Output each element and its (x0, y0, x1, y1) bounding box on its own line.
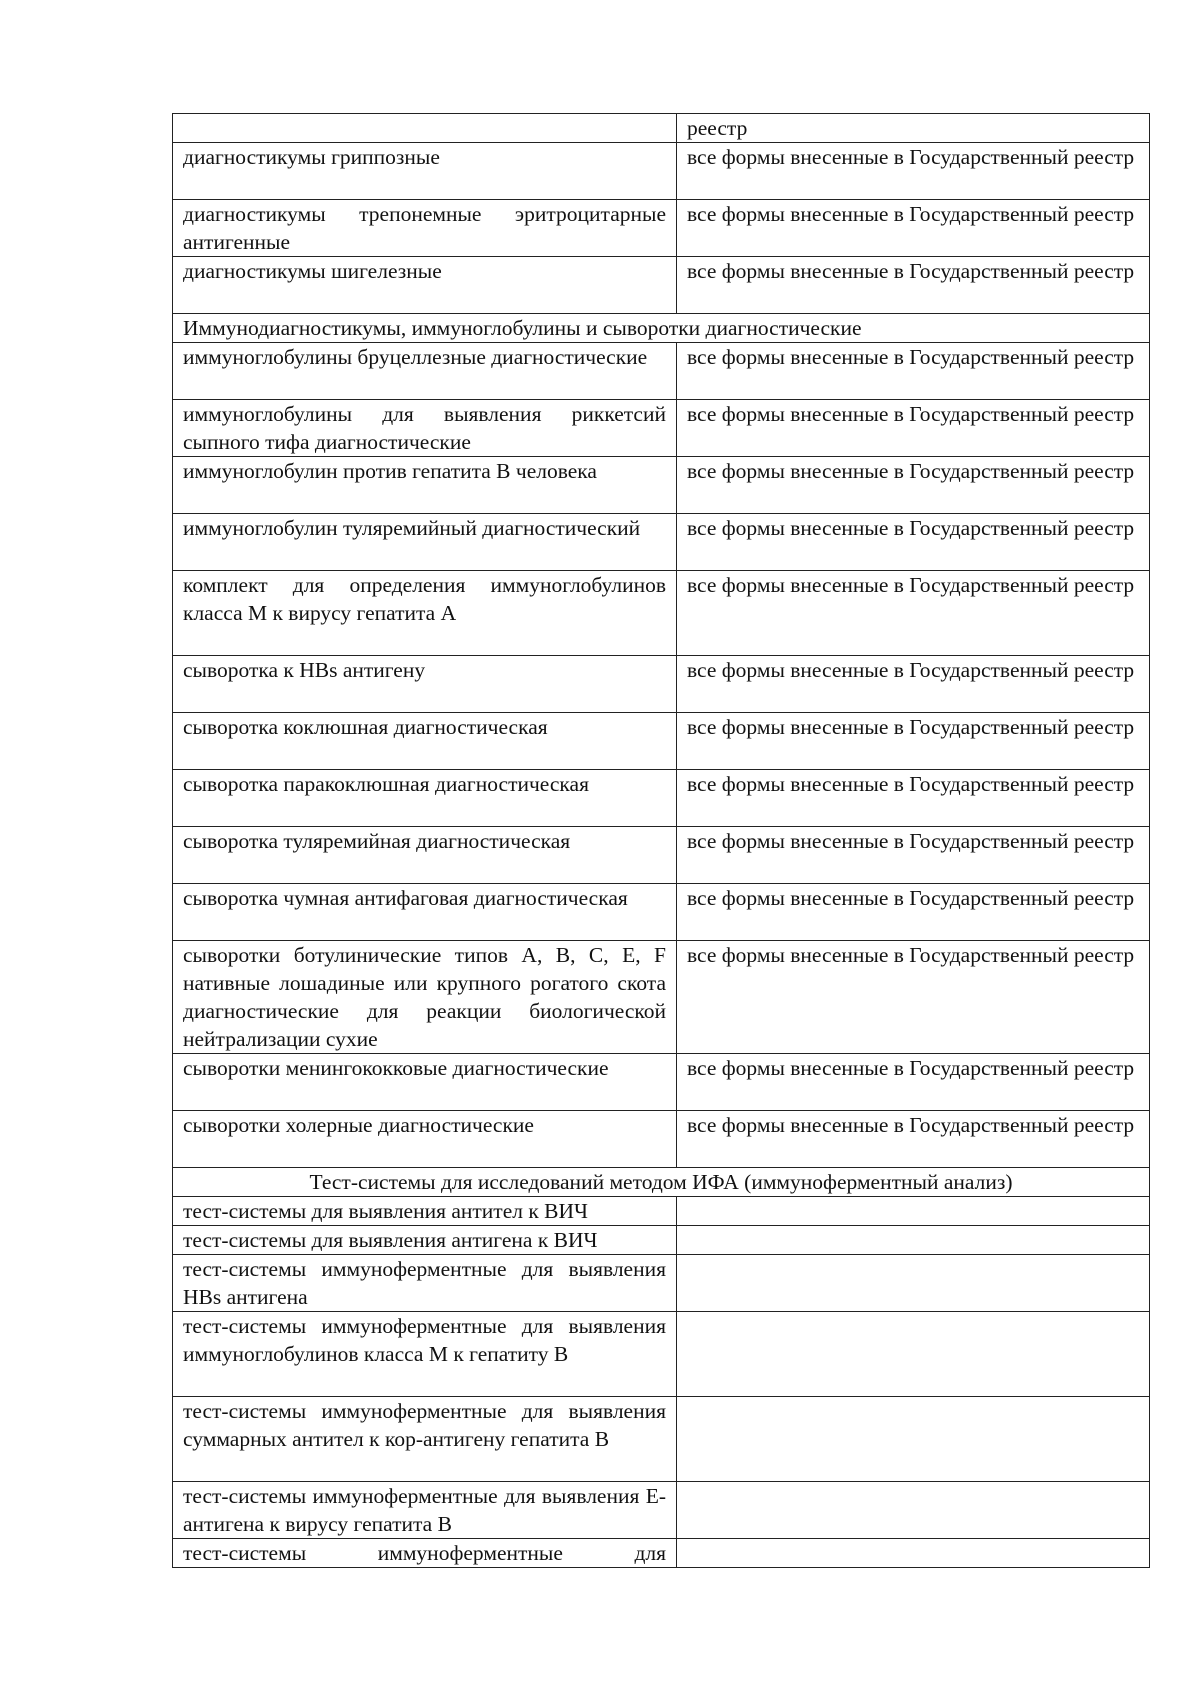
product-name-cell: диагностикумы гриппозные (173, 143, 677, 200)
dosage-forms-cell (677, 1197, 1150, 1226)
product-name-cell: тест-системы иммуноферментные для выявления суммарных антител к кор-антигену гепатита В (173, 1397, 677, 1482)
dosage-forms-cell: все формы внесенные в Государственный реестр (677, 457, 1150, 514)
dosage-forms-cell: все формы внесенные в Государственный реестр (677, 656, 1150, 713)
dosage-forms-cell: все формы внесенные в Государственный реестр (677, 200, 1150, 257)
product-name-cell: сыворотка туляремийная диагностическая (173, 827, 677, 884)
dosage-forms-cell: все формы внесенные в Государственный реестр (677, 571, 1150, 656)
product-name-cell: тест-системы иммуноферментные для выявления HBs антигена (173, 1255, 677, 1312)
table-row (173, 257, 1150, 314)
product-name-cell: тест-системы для выявления антител к ВИЧ (173, 1197, 677, 1226)
dosage-forms-cell: все формы внесенные в Государственный реестр (677, 400, 1150, 457)
table-row (173, 884, 1150, 941)
product-name-cell: сыворотка паракоклюшная диагностическая (173, 770, 677, 827)
table-row (173, 1397, 1150, 1482)
product-name-cell: тест-системы иммуноферментные для (173, 1539, 677, 1568)
dosage-forms-cell: все формы внесенные в Государственный реестр (677, 143, 1150, 200)
section-header-row (173, 314, 1150, 343)
dosage-forms-cell: все формы внесенные в Государственный реестр (677, 713, 1150, 770)
table-row (173, 1255, 1150, 1312)
section-title: Иммунодиагностикумы, иммуноглобулины и сыворотки диагностические (173, 314, 1150, 343)
dosage-forms-cell: все формы внесенные в Государственный реестр (677, 827, 1150, 884)
table-row (173, 713, 1150, 770)
table-row (173, 941, 1150, 1054)
product-name-cell: иммуноглобулин туляремийный диагностический (173, 514, 677, 571)
section-header-row (173, 1168, 1150, 1197)
table-row (173, 1054, 1150, 1111)
table-row (173, 143, 1150, 200)
dosage-forms-cell: все формы внесенные в Государственный реестр (677, 514, 1150, 571)
dosage-forms-cell (677, 1226, 1150, 1255)
product-name-cell: тест-системы иммуноферментные для выявления иммуноглобулинов класса М к гепатиту В (173, 1312, 677, 1397)
dosage-forms-cell: все формы внесенные в Государственный реестр (677, 941, 1150, 1054)
dosage-forms-cell: все формы внесенные в Государственный реестр (677, 1054, 1150, 1111)
table-row (173, 114, 1150, 143)
table-row (173, 1111, 1150, 1168)
product-name-cell: диагностикумы трепонемные эритроцитарные антигенные (173, 200, 677, 257)
table-row (173, 457, 1150, 514)
table-row (173, 1197, 1150, 1226)
table-row (173, 827, 1150, 884)
table-row (173, 343, 1150, 400)
product-name-cell: сыворотка к HBs антигену (173, 656, 677, 713)
dosage-forms-cell: все формы внесенные в Государственный реестр (677, 770, 1150, 827)
table-row (173, 770, 1150, 827)
product-name-cell: иммуноглобулины для выявления риккетсий сыпного тифа диагностические (173, 400, 677, 457)
product-name-cell: сыворотка коклюшная диагностическая (173, 713, 677, 770)
table-row (173, 656, 1150, 713)
table-row (173, 1312, 1150, 1397)
table-row (173, 514, 1150, 571)
product-name-cell: сыворотки ботулинические типов А, В, С, Е, F нативные лошадиные или крупного рогатого скота диагностические для реакции биологической нейтрализации сухие (173, 941, 677, 1054)
dosage-forms-cell: все формы внесенные в Государственный реестр (677, 257, 1150, 314)
dosage-forms-cell (677, 1482, 1150, 1539)
dosage-forms-cell (677, 1255, 1150, 1312)
dosage-forms-cell (677, 1397, 1150, 1482)
product-name-cell: сыворотки холерные диагностические (173, 1111, 677, 1168)
section-title: Тест-системы для исследований методом ИФА (иммуноферментный анализ) (173, 1168, 1150, 1197)
product-name-cell: иммуноглобулины бруцеллезные диагностические (173, 343, 677, 400)
product-name-cell: сыворотка чумная антифаговая диагностическая (173, 884, 677, 941)
dosage-forms-cell (677, 1539, 1150, 1568)
table-row (173, 1482, 1150, 1539)
table-row (173, 200, 1150, 257)
table-row (173, 1226, 1150, 1255)
table-row (173, 400, 1150, 457)
product-name-cell: тест-системы иммуноферментные для выявления Е-антигена к вирусу гепатита В (173, 1482, 677, 1539)
dosage-forms-cell (677, 1312, 1150, 1397)
dosage-forms-cell: все формы внесенные в Государственный реестр (677, 1111, 1150, 1168)
dosage-forms-cell: все формы внесенные в Государственный реестр (677, 343, 1150, 400)
table-row (173, 1539, 1150, 1568)
product-name-cell: сыворотки менингококковые диагностические (173, 1054, 677, 1111)
product-name-cell: тест-системы для выявления антигена к ВИЧ (173, 1226, 677, 1255)
dosage-forms-cell: все формы внесенные в Государственный реестр (677, 884, 1150, 941)
registry-table-body (173, 114, 1150, 1568)
table-row (173, 571, 1150, 656)
product-name-cell (173, 114, 677, 143)
product-name-cell: иммуноглобулин против гепатита В человека (173, 457, 677, 514)
dosage-forms-cell: реестр (677, 114, 1150, 143)
product-name-cell: диагностикумы шигелезные (173, 257, 677, 314)
registry-table (172, 113, 1150, 1568)
product-name-cell: комплект для определения иммуноглобулинов класса М к вирусу гепатита А (173, 571, 677, 656)
